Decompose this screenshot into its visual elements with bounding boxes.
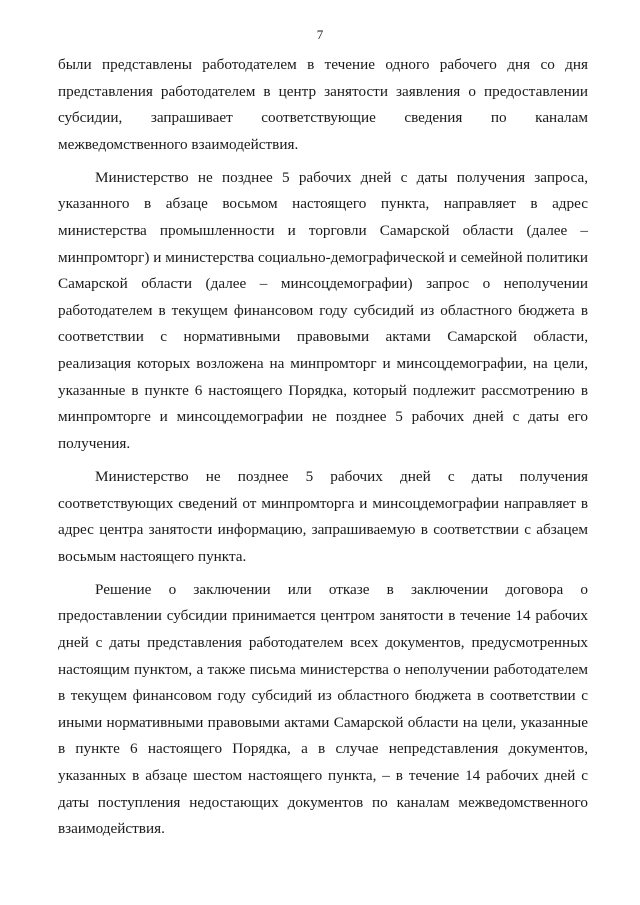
paragraph-ministry-request: Министерство не позднее 5 рабочих дней с даты получения запроса, указанного в абзаце восьмом настоящего пункта, направляет в адрес министерства промышленности и торговли Самарской области (далее – минпромторг) и министерства социально-демографической и семейной политики Самарской области (далее – минсоцдемографии) запрос о неполучении работодателем в текущем финансовом году субсидий из областного бюджета в соответствии с нормативными правовыми актами Самарской области, реализация которых возложена на минпромторг и минсоцдемографии, на цели, указанные в пункте 6 настоящего Порядка, который подлежит рассмотрению в минпромторге и минсоцдемографии не позднее 5 рабочих дней с даты его получения.: [58, 168, 588, 452]
paragraph-continuation: были представлены работодателем в течение одного рабочего дня со дня представления работодателем в центр занятости заявления о предоставлении субсидии, запрашивает соответствующие сведения по каналам межведомственного взаимодействия.: [58, 56, 588, 153]
paragraph-ministry-response: Министерство не позднее 5 рабочих дней с даты получения соответствующих сведений от минпромторга и минсоцдемографии направляет в адрес центра занятости информацию, запрашиваемую в соответствии с абзацем восьмым настоящего пункта.: [58, 467, 588, 565]
paragraph-contract-decision: Решение о заключении или отказе в заключении договора о предоставлении субсидии принимается центром занятости в течение 14 рабочих дней с даты представления работодателем всех документов, предусмотренных настоящим пунктом, а также письма министерства о неполучении работодателем в текущем финансовом году субсидий из областного бюджета в соответствии с иными нормативными правовыми актами Самарской области на цели, указанные в пункте 6 настоящего Порядка, а в случае непредставления документов, указанных в абзаце шестом настоящего пункта, – в течение 14 рабочих дней с даты поступления недостающих документов по каналам межведомственного взаимодействия.: [58, 580, 588, 838]
document-body: [58, 52, 588, 849]
page-number: 7: [316, 27, 324, 42]
